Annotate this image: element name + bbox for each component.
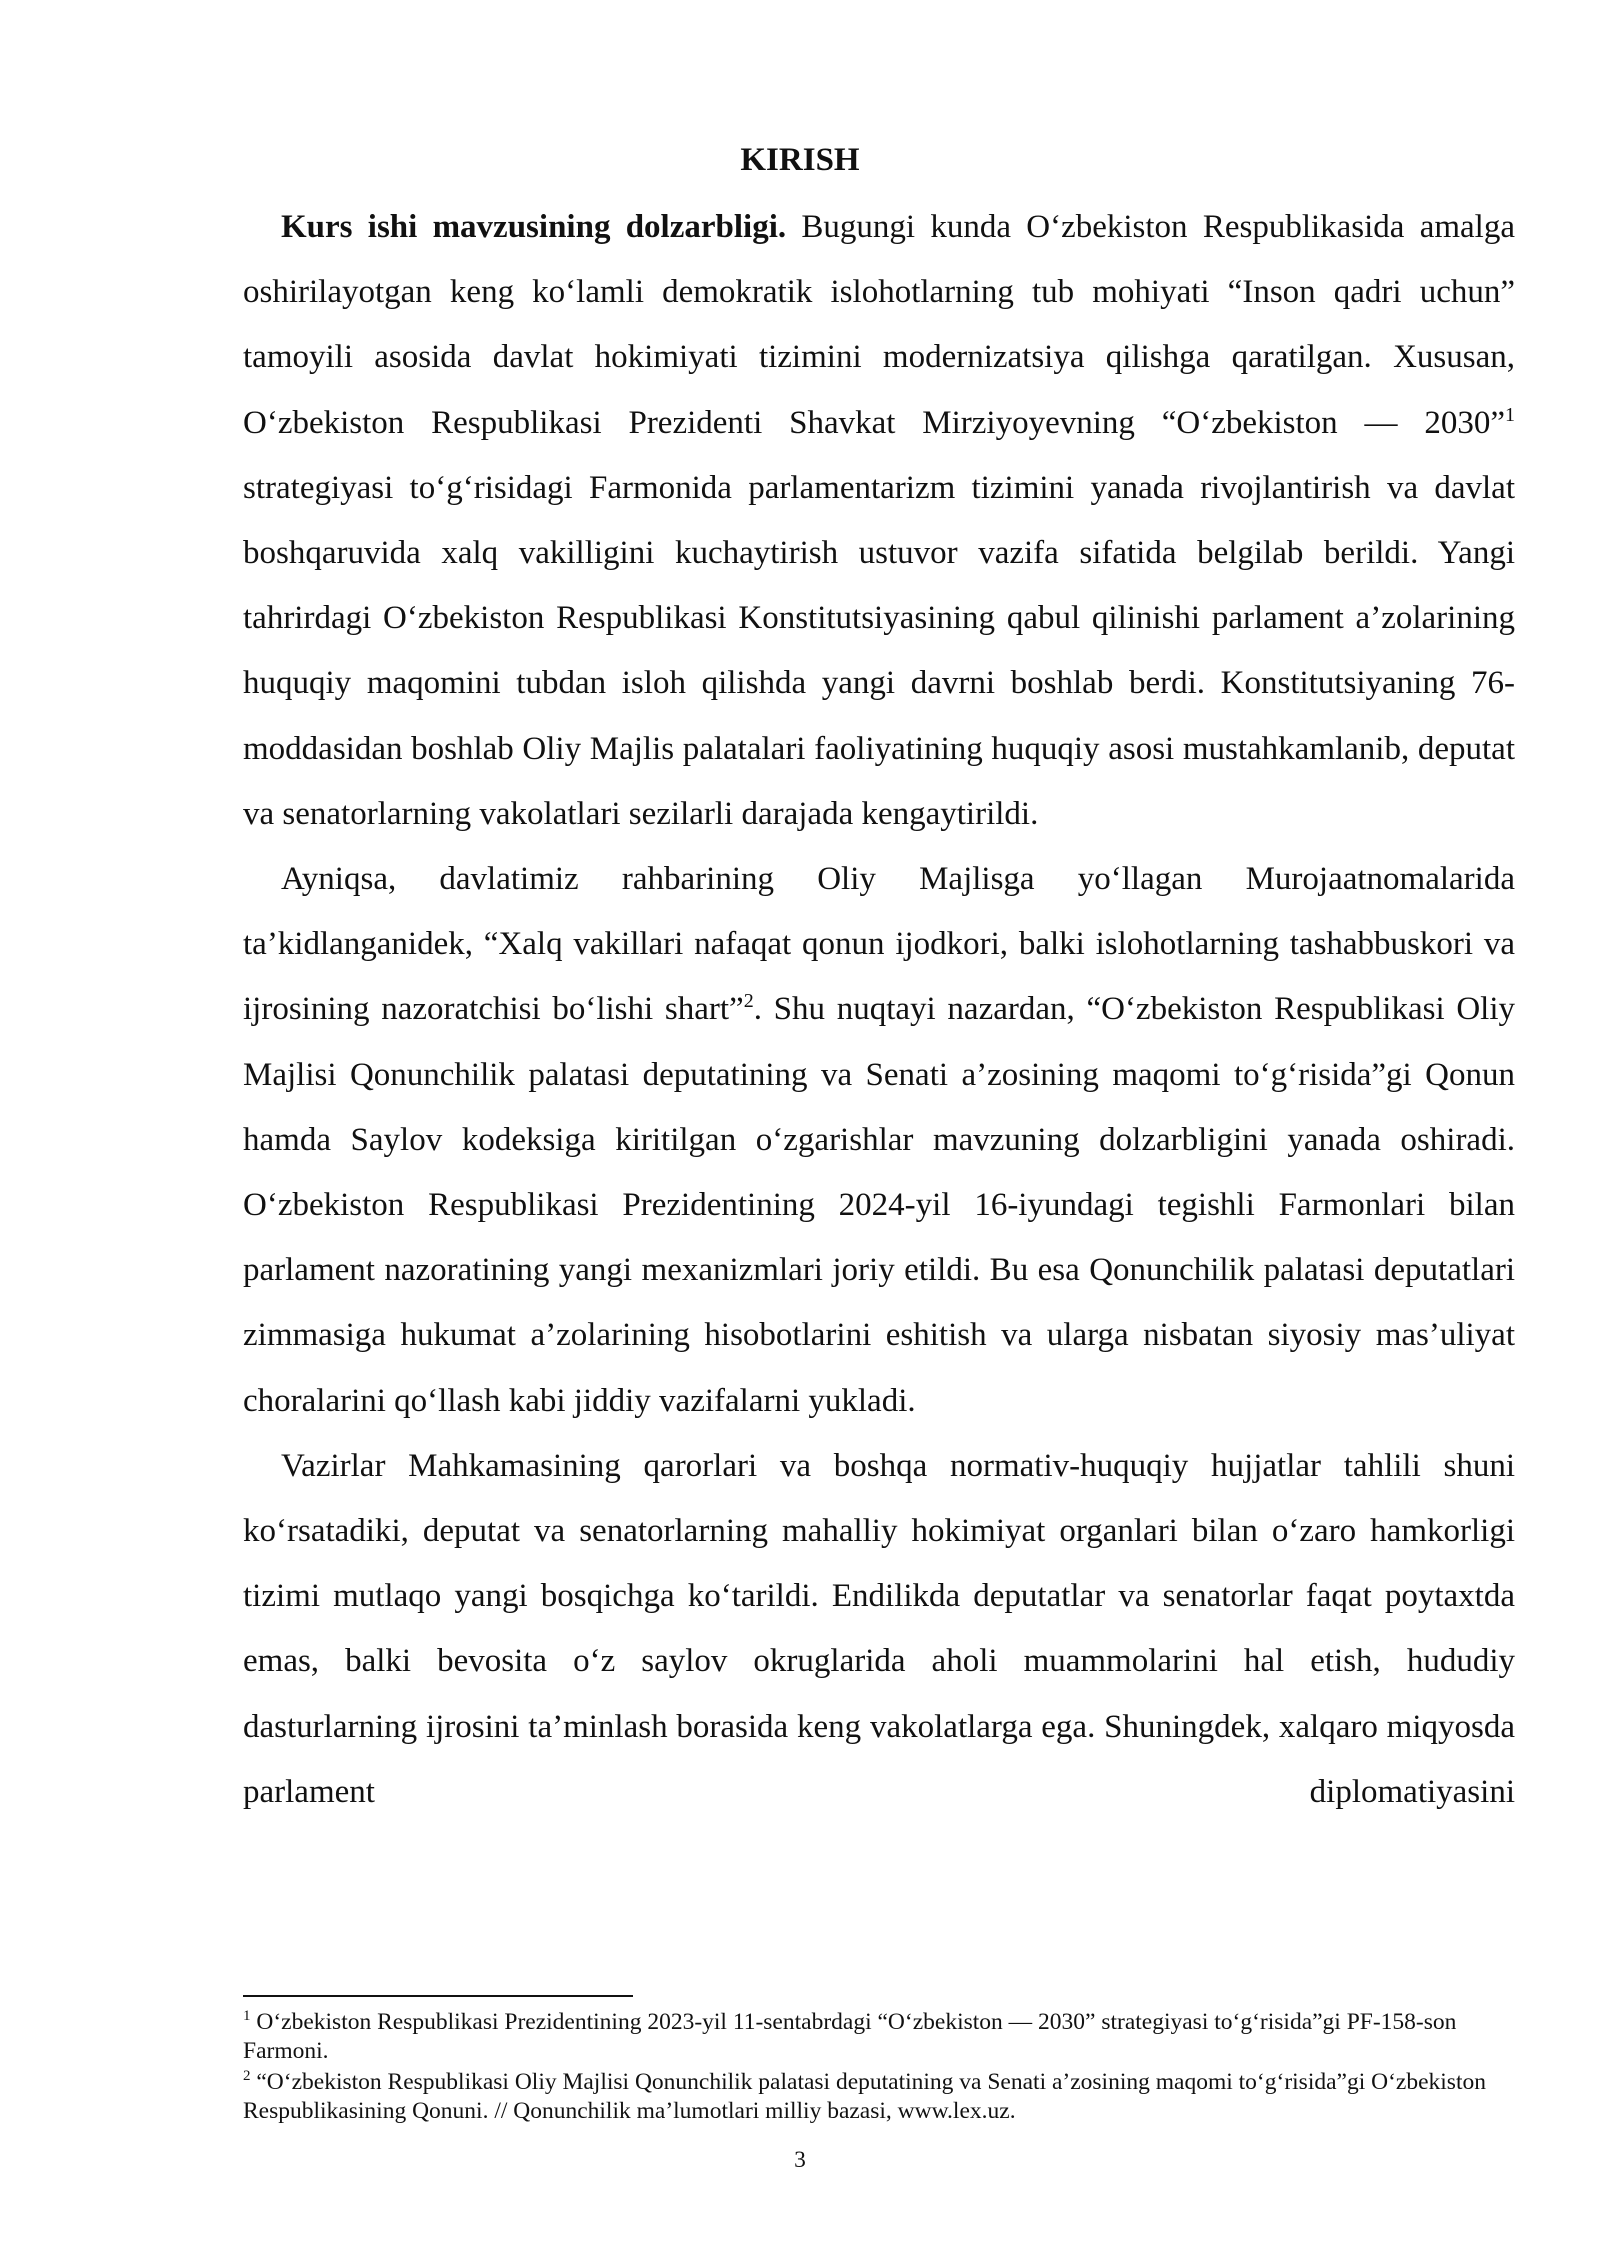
footnote-marker-1: 1: [243, 2008, 251, 2025]
footnote-separator: [243, 1995, 633, 1997]
footnote-1-text: O‘zbekiston Respublikasi Prezidentining 2023-yil 11-sentabrdagi “O‘zbekiston — 2030” strategiyasi to‘g‘risida”gi PF-158-son Farmoni.: [243, 2009, 1457, 2064]
page-title: KIRISH: [740, 142, 860, 178]
footnote-2: [243, 2068, 1515, 2125]
footnote-2-text: “O‘zbekiston Respublikasi Oliy Majlisi Qonunchilik palatasi deputatining va Senati a’zosining maqomi to‘g‘risida”gi O‘zbekiston Respublikasining Qonuni. // Qonunchilik ma’lumotlari milliy bazasi, www.lex.uz.: [243, 2069, 1486, 2124]
footnote-marker-2: 2: [243, 2068, 251, 2085]
paragraph-1-text-b: strategiyasi to‘g‘risidagi Farmonida parlamentarizm tizimini yanada rivojlantirish va davlat boshqaruvida xalq vakilligini kuchaytirish ustuvor vazifa sifatida belgilab berildi. Yangi tahrirdagi O‘zbekiston Respublikasi Konstitutsiyasining qabul qilinishi parlament a’zolarining huquqiy maqomini tubdan isloh qilishda yangi davrni boshlab berdi. Konstitutsiyaning 76-moddasidan boshlab Oliy Majlis palatalari faoliyatining huquqiy asosi mustahkamlanib, deputat va senatorlarning vakolatlari sezilarli darajada kengaytirildi.: [243, 469, 1515, 832]
paragraph-2-text-a: Ayniqsa, davlatimiz rahbarining Oliy Majlisga yo‘llagan Murojaatnomalarida ta’kidlanganidek, “Xalq vakillari nafaqat qonun ijodkori, balki islohotlarning tashabbuskori va ijrosining nazoratchisi bo‘lishi shart”: [243, 861, 1515, 1028]
paragraph-1: [243, 195, 1515, 847]
body-text: [243, 195, 1515, 1825]
footnote-reference-1[interactable]: 1: [1505, 403, 1515, 426]
paragraph-2: [243, 847, 1515, 1434]
paragraph-3: [243, 1434, 1515, 1825]
footnote-1: [243, 2008, 1515, 2065]
footnotes: [243, 2008, 1515, 2128]
paragraph-lead-heading: Kurs ishi mavzusining dolzarbligi.: [281, 209, 787, 245]
paragraph-2-text-b: . Shu nuqtayi nazardan, “O‘zbekiston Respublikasi Oliy Majlisi Qonunchilik palatasi deputatining va Senati a’zosining maqomi to‘g‘risida”gi Qonun hamda Saylov kodeksiga kiritilgan o‘zgarishlar mavzuning dolzarbligini yanada oshiradi. O‘zbekiston Respublikasi Prezidentining 2024-yil 16-iyundagi tegishli Farmonlari bilan parlament nazoratining yangi mexanizmlari joriy etildi. Bu esa Qonunchilik palatasi deputatlari zimmasiga hukumat a’zolarining hisobotlarini eshitish va ularga nisbatan siyosiy mas’uliyat choralarini qo‘llash kabi jiddiy vazifalarni yukladi.: [243, 991, 1515, 1419]
page-number: 3: [794, 2147, 806, 2173]
paragraph-3-text: Vazirlar Mahkamasining qarorlari va boshqa normativ-huquqiy hujjatlar tahlili shuni ko‘rsatadiki, deputat va senatorlarning mahalliy hokimiyat organlari bilan o‘zaro hamkorligi tizimi mutlaqo yangi bosqichga ko‘tarildi. Endilikda deputatlar va senatorlar faqat poytaxtda emas, balki bevosita o‘z saylov okruglarida aholi muammolarini hal etish, hududiy dasturlarning ijrosini ta’minlash borasida keng vakolatlarga ega. Shuningdek, xalqaro miqyosda parlament diplomatiyasini: [243, 1447, 1515, 1810]
footnote-reference-2[interactable]: 2: [743, 990, 754, 1013]
paragraph-1-text-a: Bugungi kunda O‘zbekiston Respublikasida amalga oshirilayotgan keng ko‘lamli demokratik islohotlarning tub mohiyati “Inson qadri uchun” tamoyili asosida davlat hokimiyati tizimini modernizatsiya qilishga qaratilgan. Xususan, O‘zbekiston Respublikasi Prezidenti Shavkat Mirziyoyevning “O‘zbekiston — 2030”: [243, 209, 1515, 441]
